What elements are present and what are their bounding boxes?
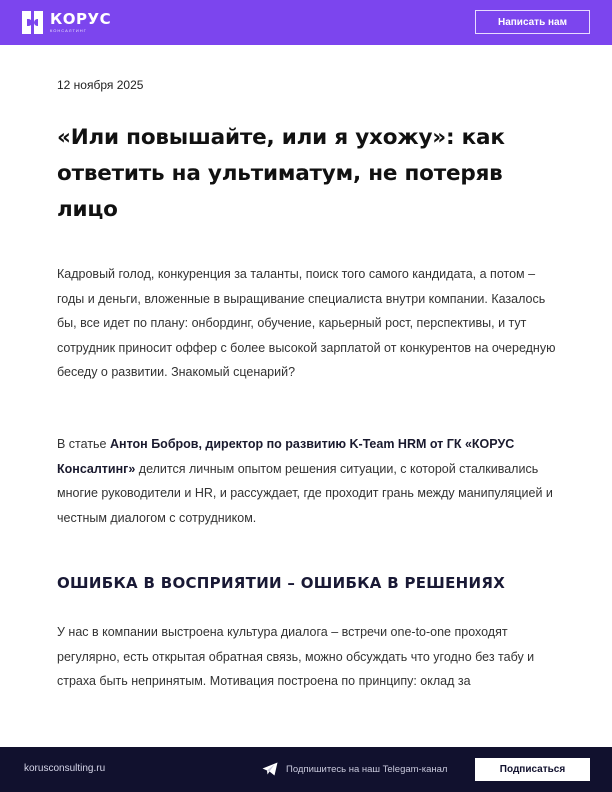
author-suffix: делится личным опытом решения ситуации, с которой сталкивались многие руководители и HR, и рассуждает, где проходит грань между манипуляцией и честным диалогом с сотрудником. — [57, 461, 553, 525]
top-bar — [0, 0, 612, 45]
logo-subtitle: КОНСАЛТИНГ — [50, 28, 87, 33]
intro-paragraph: Кадровый голод, конкуренция за таланты, поиск того самого кандидата, а потом – годы и деньги, вложенные в выращивание специалиста внутри компании. Казалось бы, все идет по плану: онбординг, обучение, карьерный рост, перспективы, и тут сотрудник приносит оффер с более высокой зарплатой от конкурентов на очередную беседу о развитии. Знакомый сценарий? — [57, 267, 556, 379]
footer-bar — [0, 747, 612, 792]
telegram-subscribe-text[interactable]: Подпишитесь на наш Telegam-канал — [286, 764, 448, 775]
article-title: «Или повышайте, или я ухожу»: как ответить на ультиматум, не потеряв лицо — [57, 125, 505, 222]
article-date: 12 ноября 2025 — [57, 78, 144, 92]
author-paragraph — [57, 432, 557, 530]
logo-mark-icon — [22, 11, 44, 34]
write-us-button[interactable]: Написать нам — [475, 10, 590, 34]
author-prefix: В статье — [57, 437, 110, 451]
author-name: Антон Бобров, директор по развитию K-Team HRM от ГК «КОРУС Консалтинг» — [57, 437, 515, 476]
site-link[interactable]: korusconsulting.ru — [24, 763, 106, 774]
subscribe-button[interactable]: Подписаться — [475, 758, 590, 781]
korus-logo[interactable] — [22, 11, 111, 34]
section-heading: ОШИБКА В ВОСПРИЯТИИ – ОШИБКА В РЕШЕНИЯХ — [57, 574, 506, 592]
logo-name: КОРУС — [50, 10, 112, 28]
section-paragraph: У нас в компании выстроена культура диалога – встречи one-to-one проходят регулярно, есть открытая обратная связь, можно обсуждать что угодно без табу и страха быть непринятым. Мотивация построена по принципу: оклад за — [57, 625, 535, 688]
telegram-icon[interactable] — [262, 762, 278, 776]
